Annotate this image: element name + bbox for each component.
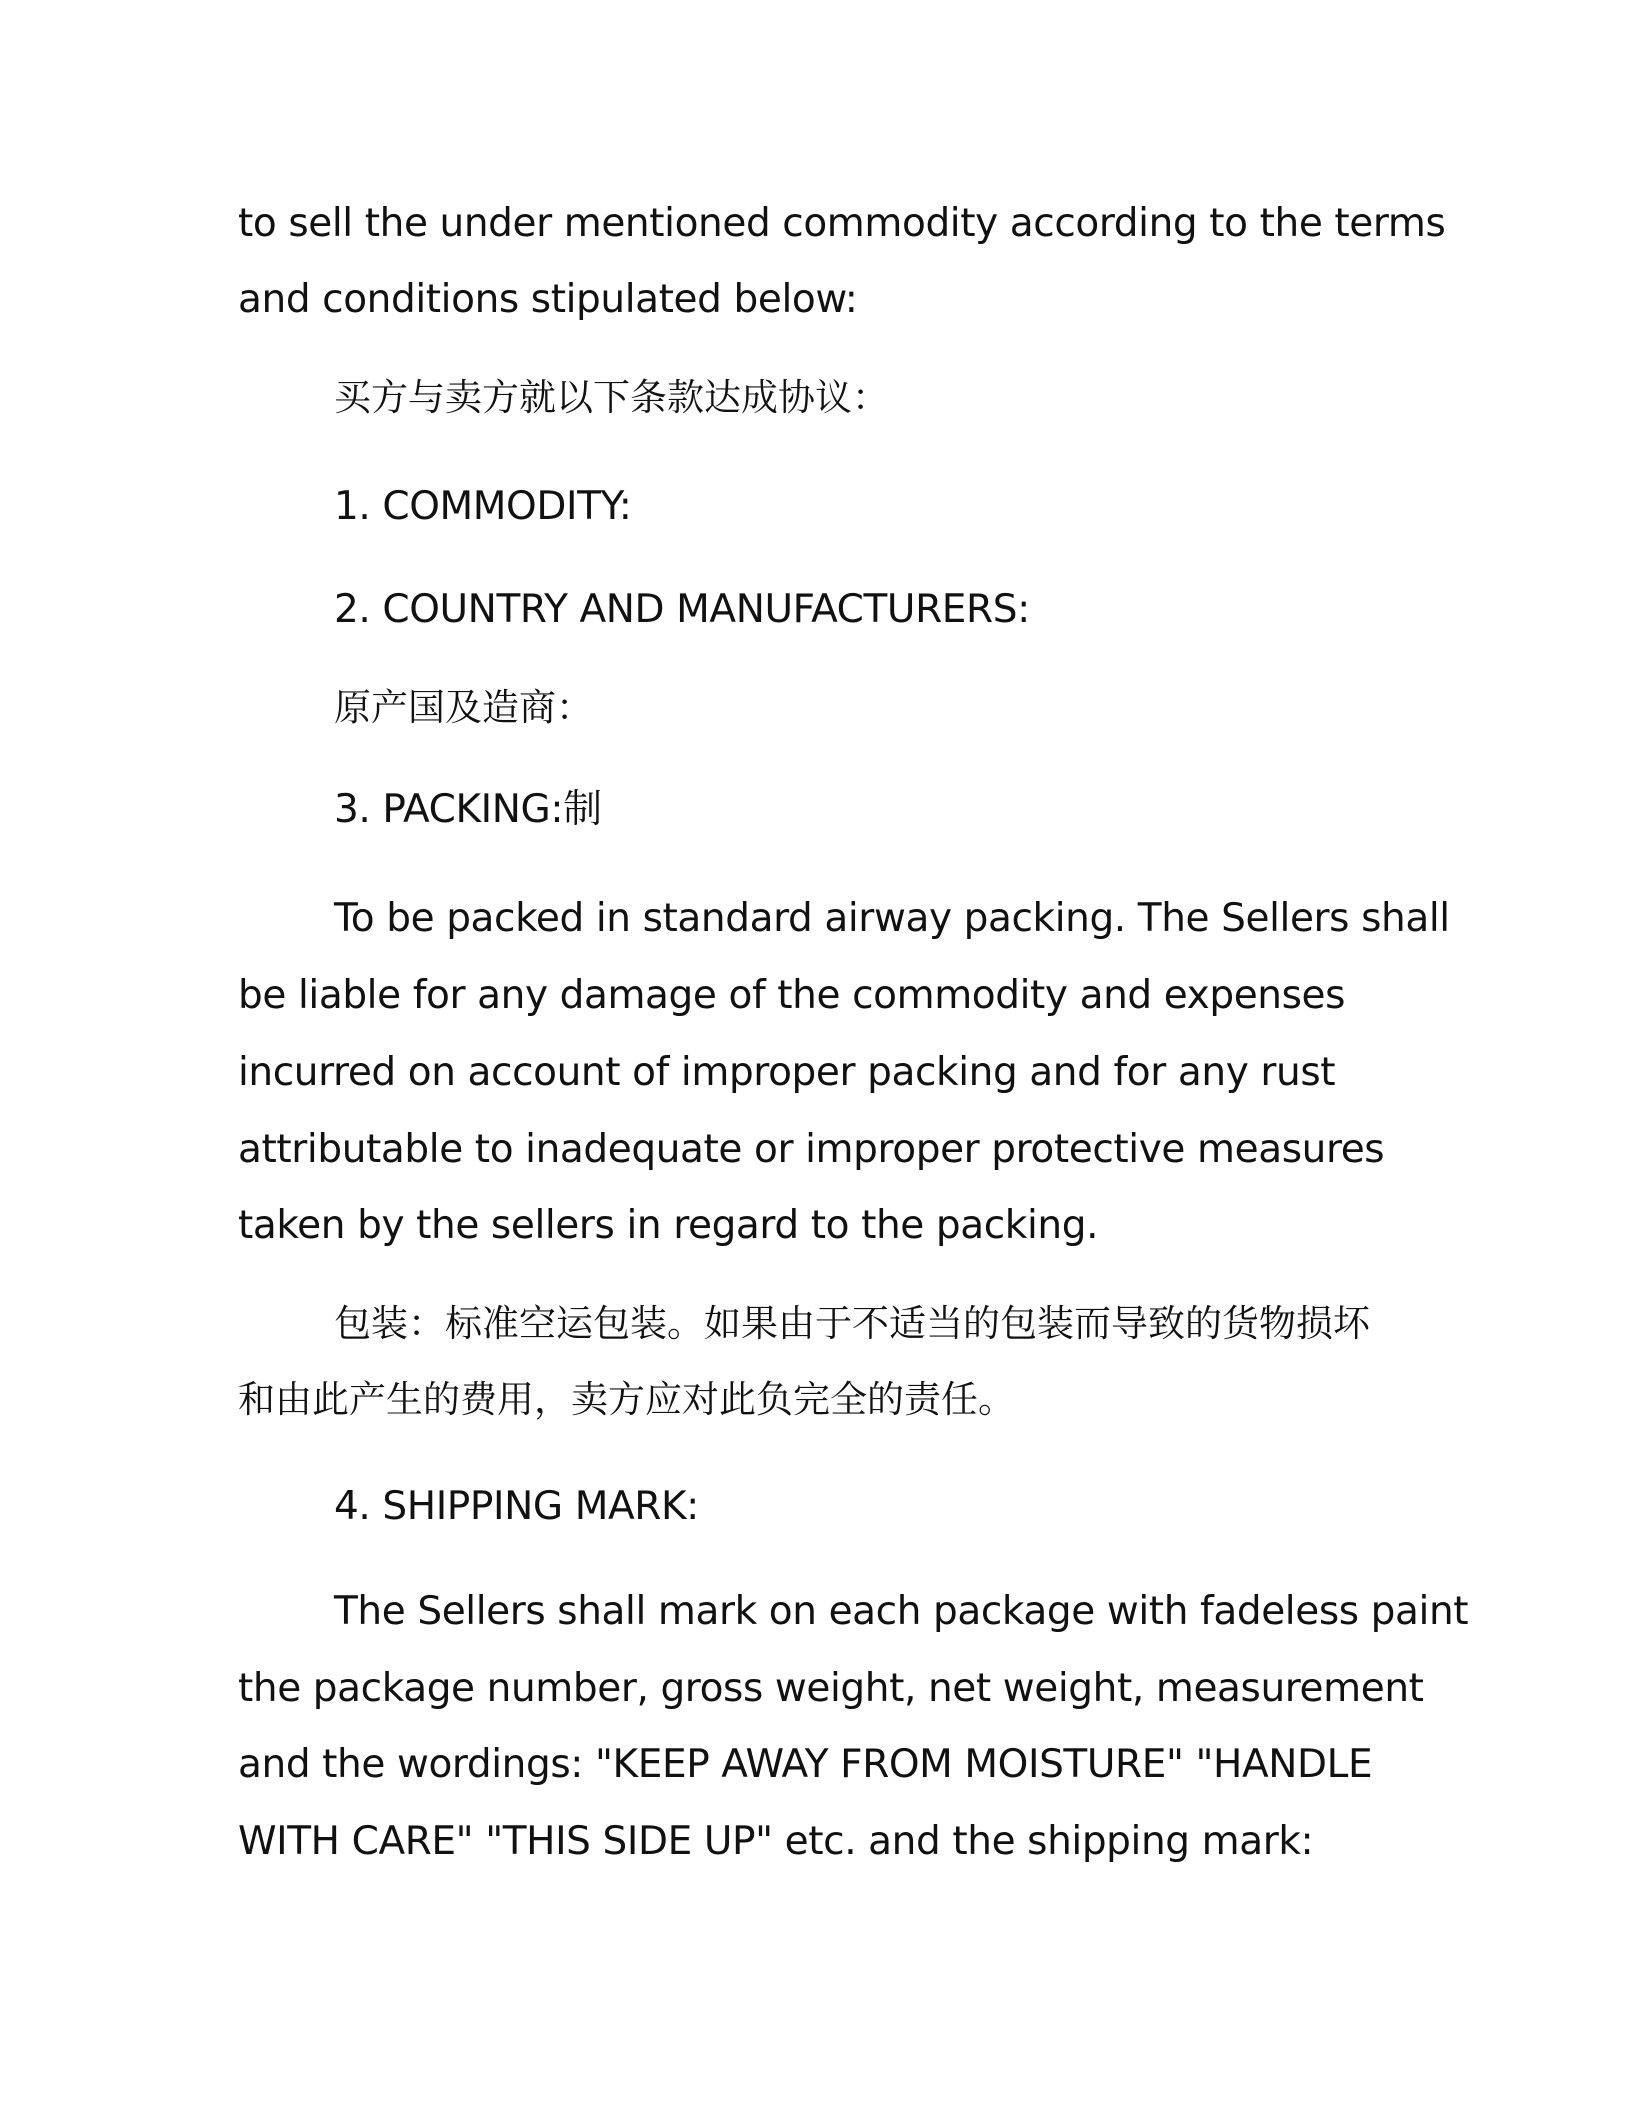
packing-paragraph-line-4: attributable to inadequate or improper protective measures (238, 1127, 1385, 1172)
shipping-mark-paragraph-line-3: and the wordings: "KEEP AWAY FROM MOISTURE" "HANDLE (238, 1742, 1373, 1787)
shipping-mark-paragraph-line-2: the package number, gross weight, net weight, measurement (238, 1666, 1424, 1711)
packing-paragraph-line-1: To be packed in standard airway packing. The Sellers shall (334, 896, 1450, 941)
paragraph-intro-line-1: to sell the under mentioned commodity according to the terms (238, 201, 1446, 246)
country-manufacturers-cn: 原产国及造商： (334, 686, 593, 729)
packing-paragraph-cn-line-1: 包装：标准空运包装。如果由于不适当的包装而导致的货物损坏 (334, 1302, 1370, 1345)
paragraph-intro-line-2: and conditions stipulated below: (238, 277, 858, 322)
section-heading-packing: 3. PACKING:制 (334, 787, 602, 832)
agreement-note-cn: 买方与卖方就以下条款达成协议： (334, 376, 889, 419)
section-heading-country-manufacturers: 2. COUNTRY AND MANUFACTURERS: (334, 587, 1030, 632)
shipping-mark-paragraph-line-4: WITH CARE" "THIS SIDE UP" etc. and the shipping mark: (238, 1819, 1314, 1864)
packing-paragraph-cn-line-2: 和由此产生的费用，卖方应对此负完全的责任。 (238, 1378, 1015, 1421)
shipping-mark-paragraph-line-1: The Sellers shall mark on each package with fadeless paint (334, 1589, 1469, 1634)
packing-paragraph-line-2: be liable for any damage of the commodity and expenses (238, 973, 1346, 1018)
section-heading-shipping-mark: 4. SHIPPING MARK: (334, 1484, 699, 1529)
packing-paragraph-line-3: incurred on account of improper packing and for any rust (238, 1050, 1336, 1095)
section-heading-commodity: 1. COMMODITY: (334, 484, 632, 529)
packing-paragraph-line-5: taken by the sellers in regard to the packing. (238, 1203, 1099, 1248)
